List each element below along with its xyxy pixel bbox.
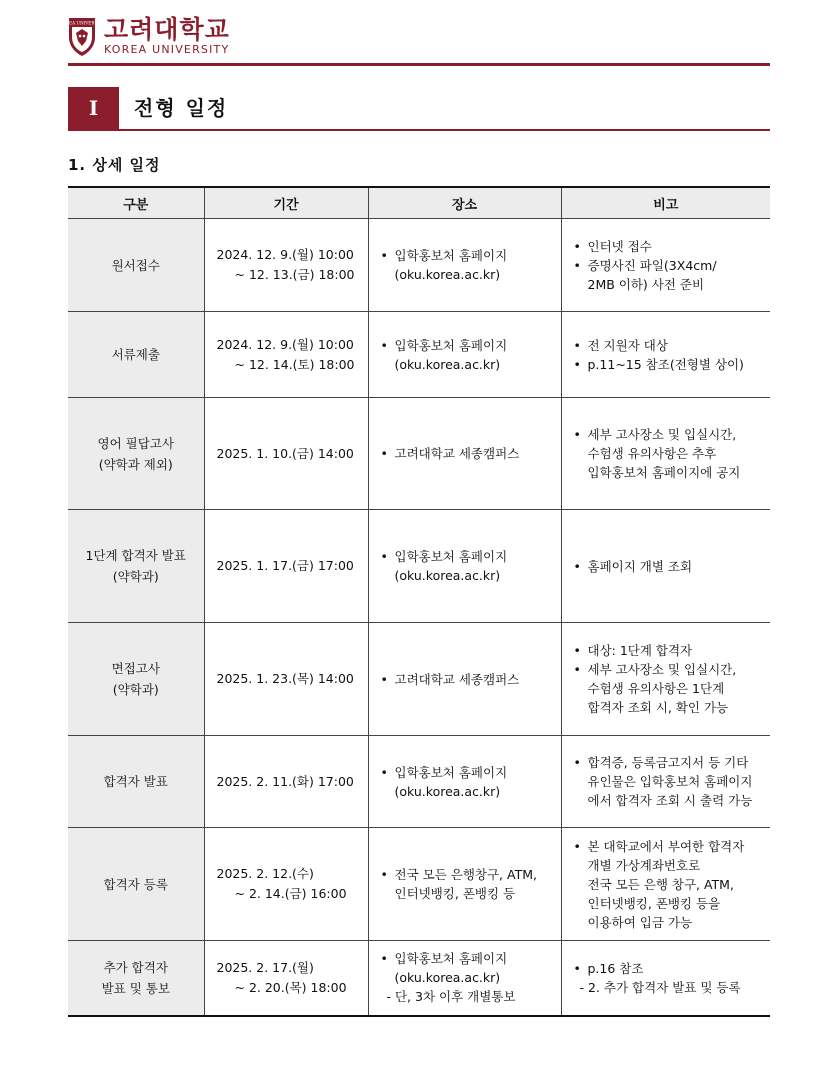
- remark-item: [574, 959, 765, 978]
- period-line: 2025. 2. 17.(월): [216, 959, 314, 975]
- remark-line: 수험생 유의사항은 추후: [587, 446, 717, 461]
- remark-line: 2MB 이하) 사전 준비: [587, 276, 705, 292]
- period-line: 2024. 12. 9.(월) 10:00: [216, 336, 354, 352]
- remark-line: • 홈페이지 개별 조회: [587, 558, 693, 574]
- place-item: [381, 865, 555, 903]
- section-title: 전형 일정: [134, 96, 229, 120]
- category-line: 서류제출: [111, 347, 160, 362]
- header-rule: [68, 63, 770, 66]
- remark-line: 이용하여 입금 가능: [587, 914, 693, 930]
- period-cell: [204, 398, 368, 510]
- header-remarks: 비고: [561, 187, 770, 219]
- place-line: (oku.korea.ac.kr): [394, 267, 501, 282]
- remarks-cell: [561, 736, 770, 828]
- category-cell: [68, 736, 204, 828]
- place-cell: [368, 219, 561, 312]
- remark-line: 수험생 유의사항은 1단계: [587, 681, 725, 696]
- place-item: [381, 547, 555, 585]
- remark-item: [574, 753, 765, 810]
- category-line: 추가 합격자: [103, 959, 168, 975]
- header-place: 장소: [368, 187, 561, 219]
- category-cell: [68, 312, 204, 398]
- schedule-table: [68, 186, 770, 1017]
- place-line: • 입학홍보처 홈페이지: [394, 951, 508, 967]
- remark-item: [574, 336, 765, 355]
- category-line: 1단계 합격자 발표: [85, 548, 186, 563]
- place-cell: [368, 828, 561, 941]
- category-cell: [68, 398, 204, 510]
- place-cell: [368, 736, 561, 828]
- period-cell: [204, 736, 368, 828]
- period-line: 2024. 12. 9.(월) 10:00: [216, 247, 354, 262]
- remark-line: 입학홍보처 홈페이지에 공지: [587, 465, 741, 480]
- period-cell: [204, 219, 368, 312]
- remark-item: [574, 256, 765, 294]
- remark-note: [574, 978, 765, 997]
- category-cell: [68, 510, 204, 623]
- remark-line: • 합격증, 등록금고지서 등 기타: [587, 755, 749, 770]
- remark-line: 합격자 조회 시, 확인 가능: [587, 700, 729, 715]
- place-line: • 입학홍보처 홈페이지: [394, 248, 508, 263]
- remark-item: [574, 425, 765, 482]
- remarks-cell: [561, 623, 770, 736]
- category-line: (약학과 제외): [98, 456, 173, 472]
- category-line: (약학과): [112, 569, 159, 584]
- category-line: 합격자 등록: [103, 876, 168, 892]
- remark-note-text: - 2. 추가 합격자 발표 및 등록: [579, 979, 741, 995]
- period-line: 2025. 1. 17.(금) 17:00: [216, 558, 354, 573]
- place-cell: [368, 510, 561, 623]
- remark-line: 에서 합격자 조회 시 출력 가능: [587, 793, 753, 808]
- place-item: [381, 336, 555, 374]
- period-line: 2025. 2. 12.(수): [216, 866, 314, 881]
- remark-item: [574, 641, 765, 660]
- remark-line: • 대상: 1단계 합격자: [587, 643, 693, 658]
- header-period: 기간: [204, 187, 368, 219]
- remarks-cell: [561, 219, 770, 312]
- category-line: (약학과): [112, 682, 159, 697]
- place-cell: [368, 941, 561, 1016]
- remark-line: • 세부 고사장소 및 입실시간,: [587, 662, 737, 677]
- category-line: 면접고사: [111, 661, 160, 676]
- category-line: 발표 및 통보: [101, 980, 170, 996]
- header-category: 구분: [68, 187, 204, 219]
- table-row: [68, 736, 770, 828]
- place-line: 인터넷뱅킹, 폰뱅킹 등: [394, 886, 516, 901]
- remark-line: 개별 가상계좌번호로: [587, 857, 701, 873]
- remarks-cell: [561, 398, 770, 510]
- category-line: 원서접수: [111, 257, 160, 273]
- place-line: (oku.korea.ac.kr): [394, 568, 501, 583]
- place-item: [381, 670, 555, 689]
- period-cell: [204, 312, 368, 398]
- table-row: [68, 941, 770, 1016]
- category-cell: [68, 828, 204, 941]
- table-row: [68, 398, 770, 510]
- table-row: [68, 623, 770, 736]
- remark-line: • p.11~15 참조(전형별 상이): [587, 356, 744, 372]
- remark-item: [574, 660, 765, 717]
- place-line: • 입학홍보처 홈페이지: [394, 764, 508, 780]
- period-line: ~ 12. 13.(금) 18:00: [234, 267, 355, 282]
- place-line: (oku.korea.ac.kr): [394, 356, 501, 372]
- period-line: 2025. 2. 11.(화) 17:00: [216, 773, 354, 789]
- place-note-text: - 단, 3차 이후 개별통보: [386, 989, 516, 1005]
- remarks-cell: [561, 510, 770, 623]
- remark-item: [574, 355, 765, 374]
- remark-line: • 본 대학교에서 부여한 합격자: [587, 838, 745, 854]
- remark-line: • 증명사진 파일(3X4cm/: [587, 257, 717, 273]
- period-cell: [204, 623, 368, 736]
- section-number: Ⅰ: [68, 87, 119, 129]
- place-item: [381, 763, 555, 801]
- place-line: (oku.korea.ac.kr): [394, 783, 501, 799]
- remarks-cell: [561, 941, 770, 1016]
- remark-line: • 인터넷 접수: [587, 238, 652, 254]
- logo-korean: 고려대학교: [104, 15, 230, 44]
- remark-line: 유인물은 입학홍보처 홈페이지: [587, 774, 753, 789]
- period-line: ~ 2. 14.(금) 16:00: [234, 886, 347, 901]
- category-cell: [68, 219, 204, 312]
- remark-item: [574, 237, 765, 256]
- crest-icon: [59, 15, 105, 57]
- period-cell: [204, 941, 368, 1016]
- university-logo: [59, 14, 230, 58]
- table-header-row: [68, 187, 770, 219]
- period-line: 2025. 1. 23.(목) 14:00: [216, 671, 354, 686]
- place-line: (oku.korea.ac.kr): [394, 970, 501, 986]
- remark-line: 인터넷뱅킹, 폰뱅킹 등을: [587, 895, 721, 911]
- crest-text: KOREA UNIVERSITY: [59, 20, 105, 26]
- category-cell: [68, 623, 204, 736]
- remarks-cell: [561, 312, 770, 398]
- table-row: [68, 510, 770, 623]
- section-header: [68, 87, 770, 131]
- table-row: [68, 828, 770, 941]
- place-line: • 전국 모든 은행창구, ATM,: [394, 867, 537, 882]
- place-cell: [368, 398, 561, 510]
- period-line: ~ 2. 20.(목) 18:00: [234, 979, 347, 995]
- remark-line: • 전 지원자 대상: [587, 337, 668, 353]
- remark-line: • 세부 고사장소 및 입실시간,: [587, 427, 737, 442]
- remark-item: [574, 557, 765, 576]
- place-item: [381, 444, 555, 463]
- place-cell: [368, 312, 561, 398]
- table-row: [68, 219, 770, 312]
- remark-line: • p.16 참조: [587, 960, 644, 976]
- category-line: 영어 필답고사: [97, 435, 174, 451]
- period-cell: [204, 510, 368, 623]
- table-row: [68, 312, 770, 398]
- place-item: [381, 949, 555, 987]
- category-line: 합격자 발표: [103, 774, 168, 789]
- place-cell: [368, 623, 561, 736]
- remarks-cell: [561, 828, 770, 941]
- table-body: [68, 219, 770, 1016]
- period-line: 2025. 1. 10.(금) 14:00: [216, 445, 354, 461]
- remark-item: [574, 837, 765, 932]
- place-note: [381, 987, 555, 1006]
- place-line: • 고려대학교 세종캠퍼스: [394, 671, 520, 687]
- subsection-title: 1. 상세 일정: [68, 156, 161, 174]
- category-cell: [68, 941, 204, 1016]
- logo-english: KOREA UNIVERSITY: [104, 43, 230, 56]
- place-line: • 고려대학교 세종캠퍼스: [394, 446, 520, 461]
- period-line: ~ 12. 14.(토) 18:00: [234, 356, 355, 372]
- place-line: • 입학홍보처 홈페이지: [394, 337, 508, 353]
- period-cell: [204, 828, 368, 941]
- remark-line: 전국 모든 은행 창구, ATM,: [587, 876, 734, 892]
- place-item: [381, 246, 555, 284]
- place-line: • 입학홍보처 홈페이지: [394, 549, 508, 564]
